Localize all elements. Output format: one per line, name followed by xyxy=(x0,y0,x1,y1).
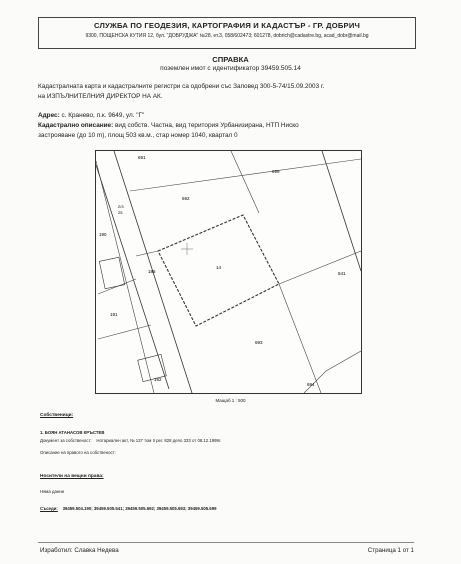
footer-divider xyxy=(38,542,414,543)
map-east-line xyxy=(322,151,361,271)
address-value: с. Кранево, п.к. 9649, ул. "Г" xyxy=(61,112,145,119)
parcel-541-line xyxy=(279,251,361,284)
label-692: 692 xyxy=(182,196,190,201)
parcel-691-boundary xyxy=(130,159,361,191)
neighbors-row xyxy=(40,506,216,511)
label-691: 691 xyxy=(138,155,146,160)
deed-value: Нотариален акт, № 137 том II рег. 828 дело 333 от 08.12.1999г. xyxy=(96,438,222,443)
document-title: СПРАВКА xyxy=(212,55,249,64)
real-rights-value: Няма данни xyxy=(40,489,65,494)
address-row xyxy=(38,112,144,119)
legal-line-1: Кадастралната карта и кадастралните регистри са одобрени със Заповед 300-5-74/15.09.2003 г. xyxy=(38,83,325,90)
label-699: 699 xyxy=(272,169,280,174)
label-694: 694 xyxy=(307,382,315,387)
legal-line-2: на ИЗПЪЛНИТЕЛНИЯ ДИРЕКТОР НА АК. xyxy=(38,93,163,100)
real-rights-title: Носители на вещни права: xyxy=(40,474,104,479)
header-box xyxy=(38,17,416,49)
parcel-692-699-divider xyxy=(231,151,259,213)
label-693: 693 xyxy=(255,340,263,345)
label-190: 190 xyxy=(99,232,107,237)
map-scale: Мащаб 1 : 500 xyxy=(215,398,246,403)
owner-name-text: 1. БОЯН АТАНАСОВ КРЪСТЕВ xyxy=(40,430,105,435)
parcel-14-outline xyxy=(158,215,279,326)
description-value-1: вид собств. Частна, вид територия Урбанизирана, НТП Ниско xyxy=(115,122,299,129)
map-drawing xyxy=(96,151,361,393)
label-541: 541 xyxy=(338,271,346,276)
parcel-693-east xyxy=(279,284,321,393)
deed-row xyxy=(40,438,221,443)
document-subtitle: поземлен имот с идентификатор 39459.505.14 xyxy=(160,65,301,72)
agency-address: 9300, ПОЩЕНСКА КУТИЯ 12, бул. "ДОБРУДЖА" №28, ет.3, 058/602473; 601278, dobrich@cadastre.bg, acad_dobr@mail.bg xyxy=(85,33,369,39)
neighbors-value: 39459.504.190; 39459.505.541; 39459.505.692; 39459.505.693; 39459.505.699 xyxy=(62,506,217,511)
description-value-2: застрояване (до 10 m), площ 503 кв.м., стар номер 1040, квартал 0 xyxy=(38,132,238,139)
page-number: Страница 1 от 1 xyxy=(367,547,414,554)
parcel-186-line xyxy=(136,251,158,256)
description-label: Кадастрално описание: xyxy=(38,122,114,129)
description-row xyxy=(38,122,299,129)
address-label: Адрес: xyxy=(38,112,60,119)
label-14: 14 xyxy=(216,265,222,270)
label-192: 192 xyxy=(154,377,162,382)
rights-label: Описание на правото на собственост: xyxy=(40,450,116,455)
cadastral-map xyxy=(95,150,362,394)
label-186: 186 xyxy=(148,269,156,274)
owners-title: Собственици: xyxy=(40,413,74,418)
label-building-code-sub: 25 xyxy=(118,210,123,215)
label-191: 191 xyxy=(110,312,118,317)
deed-label: Документ за собственост: xyxy=(40,438,92,443)
agency-name: СЛУЖБА ПО ГЕОДЕЗИЯ, КАРТОГРАФИЯ И КАДАСТЪР - ГР. ДОБРИЧ xyxy=(93,21,361,30)
parcel-192-line xyxy=(98,325,151,339)
neighbors-label: Съседи: xyxy=(40,506,58,511)
owner-name xyxy=(40,430,104,435)
prepared-by: Изработил: Славка Недева xyxy=(40,547,119,554)
label-building-code: 2/3 xyxy=(118,204,124,209)
building-190 xyxy=(99,257,124,289)
